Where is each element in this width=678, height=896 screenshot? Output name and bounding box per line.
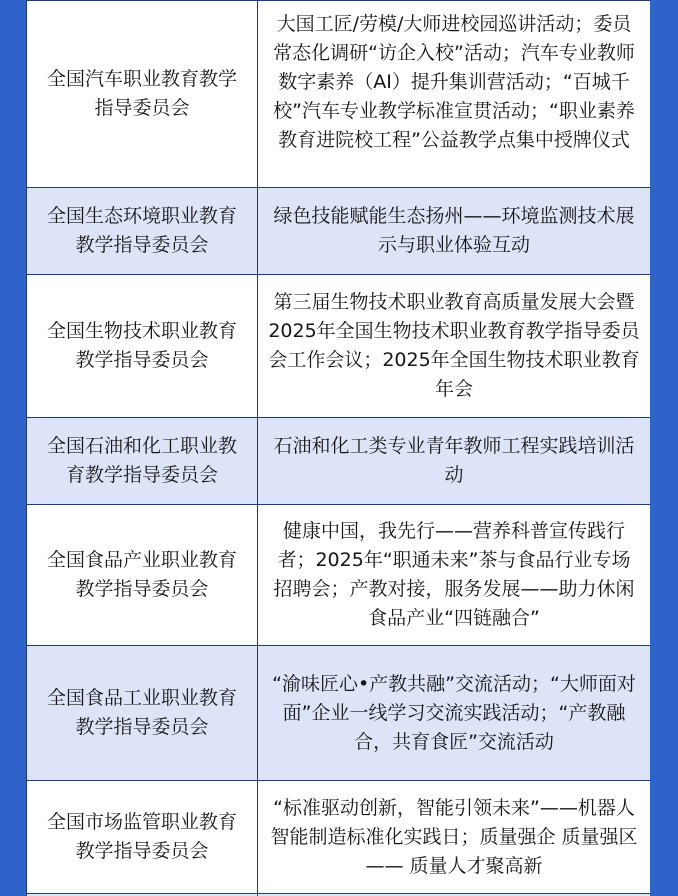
- activity-description: 第三届生物技术职业教育高质量发展大会暨2025年全国生物技术职业教育教学指导委员会工作会议；2025年全国生物技术职业教育年会: [258, 275, 651, 418]
- committee-name: 全国汽车职业教育教学指导委员会: [27, 1, 258, 188]
- table-row: [27, 781, 651, 894]
- table-row: [27, 188, 651, 275]
- activity-description: “标准驱动创新，智能引领未来”——机器人智能制造标准化实践日；质量强企 质量强区 —— 质量人才聚高新: [258, 781, 651, 894]
- table-row: [27, 1, 651, 188]
- committee-name: 全国食品工业职业教育教学指导委员会: [27, 646, 258, 781]
- activity-table-container: [26, 0, 650, 896]
- committee-name: 全国生态环境职业教育教学指导委员会: [27, 188, 258, 275]
- table-row: [27, 275, 651, 418]
- activity-description: 健康中国，我先行——营养科普宣传践行者；2025年“职通未来”茶与食品行业专场招聘会；产教对接，服务发展——助力休闲食品产业“四链融合”: [258, 505, 651, 646]
- table-row: [27, 505, 651, 646]
- committee-name: 全国市场监管职业教育教学指导委员会: [27, 781, 258, 894]
- table-row: [27, 646, 651, 781]
- committee-name: 全国生物技术职业教育教学指导委员会: [27, 275, 258, 418]
- activity-description: 绿色技能赋能生态扬州——环境监测技术展示与职业体验互动: [258, 188, 651, 275]
- activity-text: 大国工匠/劳模/大师进校园巡讲活动；委员常态化调研“访企入校”活动；汽车专业教师数字素养（AI）提升集训营活动；“百城千校”汽车专业教学标准宣贯活动；“职业素养教育进院校工程”公益教学点集中授牌仪式: [273, 12, 635, 151]
- committee-name: 全国食品产业职业教育教学指导委员会: [27, 505, 258, 646]
- activity-description: 石油和化工类专业青年教师工程实践培训活动: [258, 418, 651, 505]
- committee-name: 全国石油和化工职业教育教学指导委员会: [27, 418, 258, 505]
- activity-description: [258, 1, 651, 188]
- activity-table: [26, 0, 650, 896]
- activity-description: “渝味匠心•产教共融”交流活动；“大师面对面”企业一线学习交流实践活动；“产教融合，共育食匠”交流活动: [258, 646, 651, 781]
- table-row: [27, 418, 651, 505]
